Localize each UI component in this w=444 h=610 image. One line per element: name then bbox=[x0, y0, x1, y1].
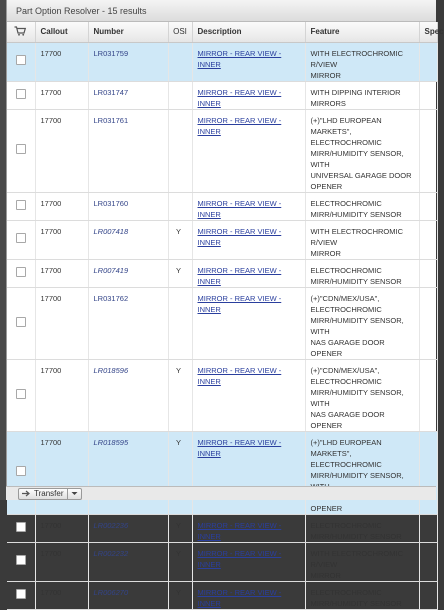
row-checkbox[interactable] bbox=[16, 589, 26, 599]
osi-value-cell bbox=[168, 192, 192, 220]
callout-value-cell bbox=[35, 514, 88, 542]
osi-value: Y bbox=[175, 265, 181, 275]
spec-cell bbox=[419, 259, 437, 287]
callout-value-cell bbox=[35, 42, 88, 81]
feature-line: MIRR/HUMIDITY SENSOR, bbox=[310, 470, 404, 480]
callout-value: 17700 bbox=[40, 198, 62, 208]
row-select-cell bbox=[7, 542, 35, 581]
spec-cell bbox=[419, 220, 437, 259]
feature-line: (+)"CDN/MEX/USA", bbox=[310, 293, 380, 303]
feature-cell bbox=[305, 542, 419, 581]
osi-value: Y bbox=[175, 520, 181, 530]
osi-value-cell bbox=[168, 259, 192, 287]
feature-cell bbox=[305, 109, 419, 192]
part-number-cell bbox=[88, 359, 168, 431]
feature-line: ELECTROCHROMIC bbox=[310, 304, 382, 314]
callout-value: 17700 bbox=[40, 115, 62, 125]
description-link[interactable]: MIRROR - REAR VIEW - INNER bbox=[197, 87, 282, 108]
feature-line: (+)"LHD EUROPEAN MARKETS", bbox=[310, 437, 382, 458]
callout-value-cell bbox=[35, 287, 88, 359]
part-number: LR031747 bbox=[93, 87, 129, 97]
description-link-cell bbox=[192, 431, 305, 514]
feature-cell bbox=[305, 287, 419, 359]
callout-value-cell bbox=[35, 359, 88, 431]
osi-value-cell bbox=[168, 81, 192, 109]
part-number-cell bbox=[88, 287, 168, 359]
feature-line: MIRR/HUMIDITY SENSOR bbox=[310, 209, 402, 219]
feature-line: MIRR/HUMIDITY SENSOR, WITH bbox=[310, 148, 404, 169]
feature-line: ELECTROCHROMIC bbox=[310, 520, 382, 530]
transfer-label: Transfer bbox=[34, 489, 64, 498]
feature-line: MIRR/HUMIDITY SENSOR, WITH bbox=[310, 315, 404, 336]
osi-value-cell bbox=[168, 359, 192, 431]
feature-cell bbox=[305, 192, 419, 220]
feature-line: OPENER bbox=[310, 503, 343, 513]
row-checkbox[interactable] bbox=[16, 466, 26, 476]
description-link[interactable]: MIRROR - REAR VIEW - INNER bbox=[197, 115, 282, 136]
table-row[interactable] bbox=[7, 109, 437, 192]
part-number-cell bbox=[88, 581, 168, 609]
osi-value-cell bbox=[168, 220, 192, 259]
row-checkbox[interactable] bbox=[16, 555, 26, 565]
row-checkbox[interactable] bbox=[16, 389, 26, 399]
row-select-cell bbox=[7, 359, 35, 431]
table-row[interactable] bbox=[7, 220, 437, 259]
table-row[interactable] bbox=[7, 359, 437, 431]
row-checkbox[interactable] bbox=[16, 55, 26, 65]
feature-cell bbox=[305, 81, 419, 109]
feature-cell bbox=[305, 359, 419, 431]
transfer-divider bbox=[67, 489, 68, 499]
transfer-button[interactable] bbox=[18, 488, 82, 500]
table-row[interactable] bbox=[7, 431, 437, 514]
osi-value: Y bbox=[175, 548, 181, 558]
table-row[interactable] bbox=[7, 259, 437, 287]
column-header-osi[interactable]: OSI bbox=[168, 22, 192, 42]
feature-line: ELECTROCHROMIC bbox=[310, 265, 382, 275]
callout-value: 17700 bbox=[40, 293, 62, 303]
osi-value-cell bbox=[168, 42, 192, 81]
results-table bbox=[7, 22, 444, 610]
part-number: LR002236 bbox=[93, 520, 129, 530]
column-header-description[interactable]: Description bbox=[192, 22, 305, 42]
part-number-cell bbox=[88, 192, 168, 220]
description-link-cell bbox=[192, 581, 305, 609]
window-titlebar bbox=[7, 0, 436, 22]
feature-line: (+)"CDN/MEX/USA", bbox=[310, 365, 380, 375]
column-header-number[interactable]: Number bbox=[88, 22, 168, 42]
table-row[interactable] bbox=[7, 514, 437, 542]
row-select-cell bbox=[7, 287, 35, 359]
part-number-cell bbox=[88, 109, 168, 192]
feature-line: MIRROR bbox=[310, 248, 341, 258]
callout-value-cell bbox=[35, 259, 88, 287]
row-checkbox[interactable] bbox=[16, 144, 26, 154]
description-link-cell bbox=[192, 259, 305, 287]
callout-value: 17700 bbox=[40, 587, 62, 597]
part-number-cell bbox=[88, 431, 168, 514]
part-number-cell bbox=[88, 81, 168, 109]
feature-line: MIRR/HUMIDITY SENSOR bbox=[310, 531, 402, 541]
feature-line: NAS GARAGE DOOR OPENER bbox=[310, 409, 385, 430]
description-link[interactable]: MIRROR - REAR VIEW - INNER bbox=[197, 437, 282, 458]
description-link[interactable]: MIRROR - REAR VIEW - INNER bbox=[197, 226, 282, 247]
table-row[interactable] bbox=[7, 81, 437, 109]
part-number: LR002232 bbox=[93, 548, 129, 558]
part-number: LR007419 bbox=[93, 265, 129, 275]
description-link-cell bbox=[192, 42, 305, 81]
column-header-callout[interactable]: Callout bbox=[35, 22, 88, 42]
part-option-resolver-window bbox=[6, 0, 444, 608]
feature-line: ELECTROCHROMIC bbox=[310, 137, 382, 147]
osi-value-cell bbox=[168, 542, 192, 581]
row-select-cell bbox=[7, 581, 35, 609]
part-number-cell bbox=[88, 259, 168, 287]
row-select-cell bbox=[7, 109, 35, 192]
chevron-down-icon[interactable] bbox=[71, 491, 78, 496]
feature-line: WITH DIPPING INTERIOR bbox=[310, 87, 401, 97]
description-link[interactable]: MIRROR - REAR VIEW - INNER bbox=[197, 293, 282, 314]
description-link[interactable]: MIRROR - REAR VIEW - INNER bbox=[197, 548, 282, 569]
row-select-cell bbox=[7, 42, 35, 81]
row-checkbox[interactable] bbox=[16, 89, 26, 99]
row-select-cell bbox=[7, 81, 35, 109]
callout-value: 17700 bbox=[40, 437, 62, 447]
feature-line: ELECTROCHROMIC bbox=[310, 198, 382, 208]
feature-line: ELECTROCHROMIC bbox=[310, 587, 382, 597]
osi-value-cell bbox=[168, 431, 192, 514]
feature-line: NAS GARAGE DOOR OPENER bbox=[310, 337, 385, 358]
osi-value: Y bbox=[175, 226, 181, 236]
description-link-cell bbox=[192, 192, 305, 220]
row-select-cell bbox=[7, 220, 35, 259]
row-checkbox[interactable] bbox=[16, 233, 26, 243]
table-row[interactable] bbox=[7, 542, 437, 581]
spec-cell bbox=[419, 192, 437, 220]
column-header-spec[interactable]: Spec bbox=[419, 22, 437, 42]
description-link-cell bbox=[192, 220, 305, 259]
description-link[interactable]: MIRROR - REAR VIEW - INNER bbox=[197, 48, 282, 69]
feature-cell bbox=[305, 581, 419, 609]
row-checkbox[interactable] bbox=[16, 267, 26, 277]
callout-value-cell bbox=[35, 192, 88, 220]
callout-value-cell bbox=[35, 431, 88, 514]
spec-cell bbox=[419, 109, 437, 192]
description-link-cell bbox=[192, 542, 305, 581]
callout-value: 17700 bbox=[40, 548, 62, 558]
feature-line: OPENER bbox=[310, 181, 343, 191]
feature-line: UNIVERSAL GARAGE DOOR bbox=[310, 170, 412, 180]
callout-value-cell bbox=[35, 220, 88, 259]
part-number: LR007418 bbox=[93, 226, 129, 236]
callout-value-cell bbox=[35, 581, 88, 609]
osi-value: Y bbox=[175, 587, 181, 597]
callout-value: 17700 bbox=[40, 265, 62, 275]
callout-value: 17700 bbox=[40, 226, 62, 236]
spec-cell bbox=[419, 287, 437, 359]
description-link-cell bbox=[192, 81, 305, 109]
osi-value-cell bbox=[168, 514, 192, 542]
spec-cell bbox=[419, 514, 437, 542]
description-link-cell bbox=[192, 109, 305, 192]
part-number: LR031762 bbox=[93, 293, 129, 303]
callout-value: 17700 bbox=[40, 87, 62, 97]
feature-line: WITH ELECTROCHROMIC R/VIEW bbox=[310, 48, 403, 69]
part-number-cell bbox=[88, 42, 168, 81]
spec-cell bbox=[419, 542, 437, 581]
table-header bbox=[7, 22, 437, 42]
part-number: LR006270 bbox=[93, 587, 129, 597]
spec-cell bbox=[419, 359, 437, 431]
spec-cell bbox=[419, 42, 437, 81]
feature-line: MIRROR bbox=[310, 570, 341, 580]
row-select-cell bbox=[7, 192, 35, 220]
osi-value-cell bbox=[168, 287, 192, 359]
feature-line: MIRR/HUMIDITY SENSOR bbox=[310, 598, 402, 608]
description-link[interactable]: MIRROR - REAR VIEW - INNER bbox=[197, 520, 282, 541]
part-number-cell bbox=[88, 514, 168, 542]
transfer-icon bbox=[22, 490, 31, 497]
spec-cell bbox=[419, 81, 437, 109]
feature-cell bbox=[305, 259, 419, 287]
callout-value: 17700 bbox=[40, 48, 62, 58]
feature-cell bbox=[305, 431, 419, 514]
osi-value: Y bbox=[175, 437, 181, 447]
feature-line: WITH ELECTROCHROMIC R/VIEW bbox=[310, 226, 403, 247]
feature-line: MIRR/HUMIDITY SENSOR bbox=[310, 276, 402, 286]
part-number: LR031759 bbox=[93, 48, 129, 58]
table-row[interactable] bbox=[7, 42, 437, 81]
spec-cell bbox=[419, 581, 437, 609]
table-row[interactable] bbox=[7, 581, 437, 609]
spec-cell bbox=[419, 431, 437, 514]
description-link[interactable]: MIRROR - REAR VIEW - INNER bbox=[197, 365, 282, 386]
part-number: LR018595 bbox=[93, 437, 129, 447]
description-link[interactable]: MIRROR - REAR VIEW - INNER bbox=[197, 198, 282, 219]
row-checkbox[interactable] bbox=[16, 522, 26, 532]
window-title: Part Option Resolver - 15 results bbox=[16, 5, 147, 16]
feature-cell bbox=[305, 220, 419, 259]
osi-value: Y bbox=[175, 365, 181, 375]
feature-line: WITH ELECTROCHROMIC R/VIEW bbox=[310, 548, 403, 569]
footer-toolbar bbox=[6, 486, 436, 500]
osi-value-cell bbox=[168, 581, 192, 609]
feature-cell bbox=[305, 42, 419, 81]
row-select-cell bbox=[7, 514, 35, 542]
description-link[interactable]: MIRROR - REAR VIEW - INNER bbox=[197, 587, 282, 608]
osi-value-cell bbox=[168, 109, 192, 192]
cart-column-header[interactable] bbox=[7, 22, 35, 42]
part-number: LR018596 bbox=[93, 365, 129, 375]
callout-value-cell bbox=[35, 81, 88, 109]
feature-line: ELECTROCHROMIC bbox=[310, 376, 382, 386]
table-row[interactable] bbox=[7, 192, 437, 220]
feature-line: MIRR/HUMIDITY SENSOR, WITH bbox=[310, 387, 404, 408]
column-header-feature[interactable]: Feature bbox=[305, 22, 419, 42]
feature-cell bbox=[305, 514, 419, 542]
row-select-cell bbox=[7, 431, 35, 514]
row-select-cell bbox=[7, 259, 35, 287]
feature-line: MIRRORS bbox=[310, 98, 346, 108]
part-number: LR031761 bbox=[93, 115, 129, 125]
callout-value: 17700 bbox=[40, 365, 62, 375]
feature-line: (+)"LHD EUROPEAN MARKETS", bbox=[310, 115, 382, 136]
feature-line: ELECTROCHROMIC bbox=[310, 459, 382, 469]
table-row[interactable] bbox=[7, 287, 437, 359]
callout-value-cell bbox=[35, 542, 88, 581]
description-link-cell bbox=[192, 287, 305, 359]
callout-value: 17700 bbox=[40, 520, 62, 530]
description-link-cell bbox=[192, 514, 305, 542]
row-checkbox[interactable] bbox=[16, 317, 26, 327]
row-checkbox[interactable] bbox=[16, 200, 26, 210]
part-number: LR031760 bbox=[93, 198, 129, 208]
part-number-cell bbox=[88, 220, 168, 259]
description-link-cell bbox=[192, 359, 305, 431]
callout-value-cell bbox=[35, 109, 88, 192]
part-number-cell bbox=[88, 542, 168, 581]
feature-line: MIRROR bbox=[310, 70, 341, 80]
description-link[interactable]: MIRROR - REAR VIEW - INNER bbox=[197, 265, 282, 286]
cart-icon bbox=[14, 26, 26, 36]
